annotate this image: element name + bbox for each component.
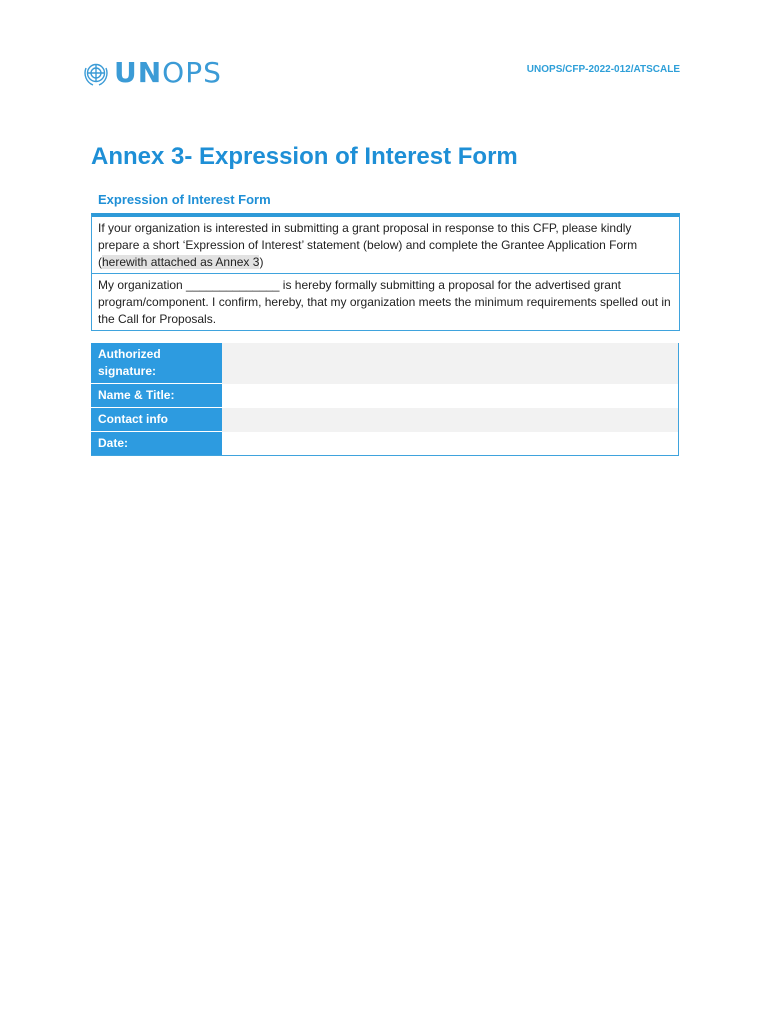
date-label: Date:	[91, 432, 222, 456]
table-row	[91, 432, 679, 456]
table-row	[91, 384, 679, 408]
unops-logo	[82, 58, 222, 88]
signature-label: Authorized signature:	[91, 343, 222, 384]
logo-wordmark: UNOPS	[114, 56, 222, 89]
signature-table	[91, 343, 679, 456]
page-title: Annex 3- Expression of Interest Form	[91, 143, 518, 170]
name-title-field[interactable]	[222, 384, 679, 408]
contact-info-label: Contact info	[91, 408, 222, 432]
un-emblem-icon	[82, 59, 110, 87]
table-row	[91, 343, 679, 384]
section-subtitle: Expression of Interest Form	[98, 192, 271, 207]
declaration-paragraph: My organization ______________ is hereby formally submitting a proposal for the advertised grant program/component. I confirm, hereby, that my organization meets the minimum requirements spelled out in the Call for Proposals.	[92, 273, 679, 330]
reference-code: UNOPS/CFP-2022-012/ATSCALE	[526, 64, 680, 75]
date-field[interactable]	[222, 432, 679, 456]
statement-box	[91, 213, 680, 331]
name-title-label: Name & Title:	[91, 384, 222, 408]
signature-field[interactable]	[222, 343, 679, 384]
table-row	[91, 408, 679, 432]
instructions-paragraph: If your organization is interested in submitting a grant proposal in response to this CFP, please kindly prepare a short ‘Expression of Interest’ statement (below) and complete the Grantee Application Form (herewith attached as Annex 3)	[98, 221, 638, 269]
annex-highlight: herewith attached as Annex 3	[102, 255, 260, 269]
contact-info-field[interactable]	[222, 408, 679, 432]
